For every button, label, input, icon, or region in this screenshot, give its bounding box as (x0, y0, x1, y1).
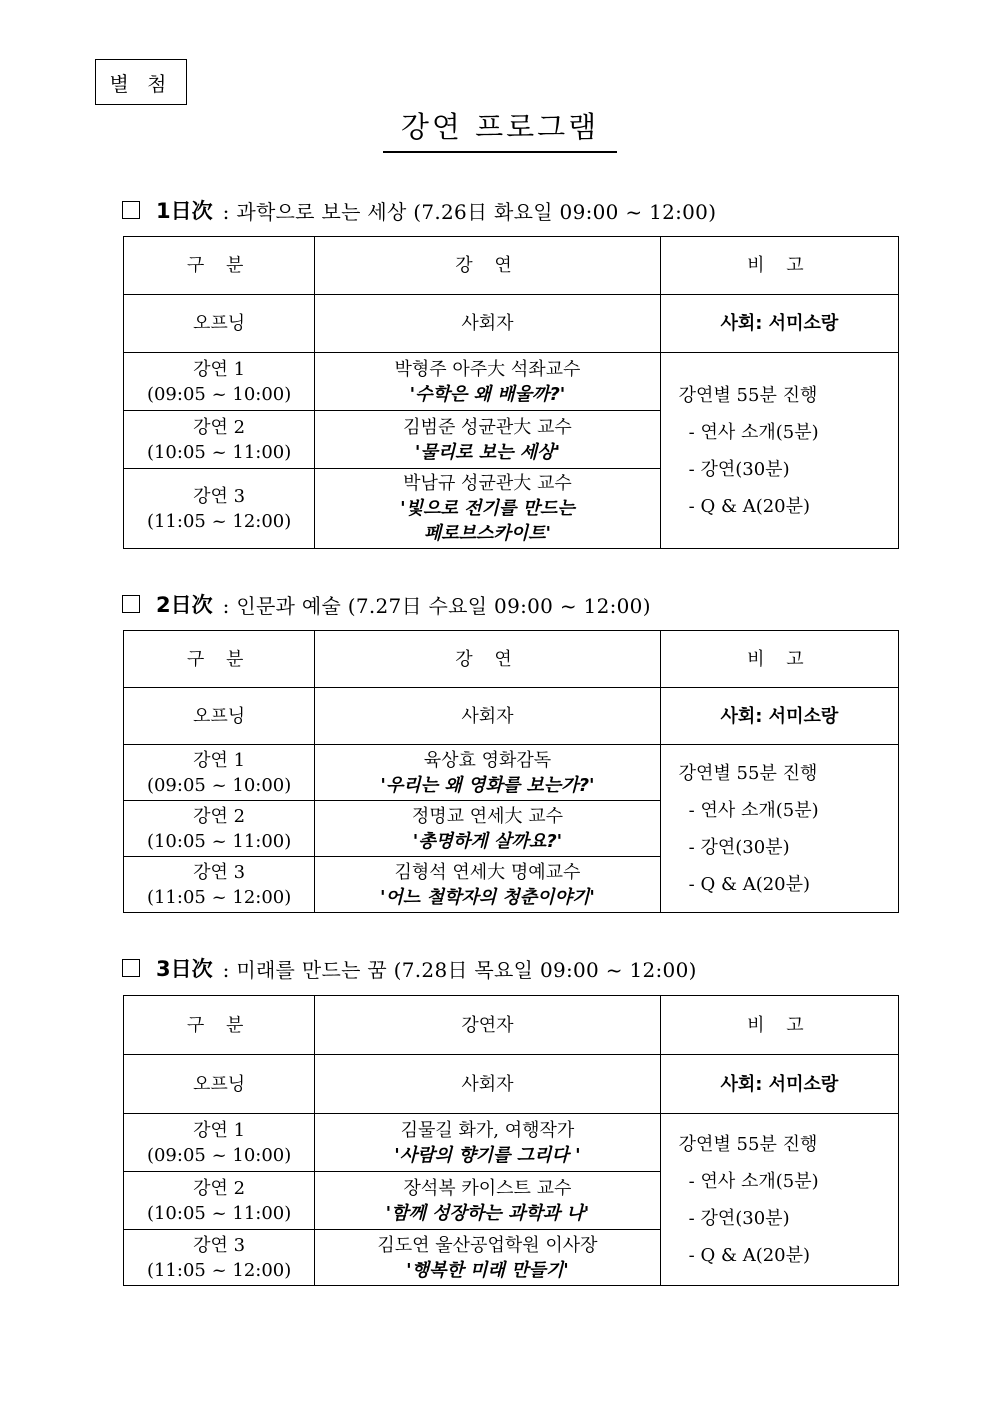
table-row: 강연 1 (09:05 ~ 10:00) 김물길 화가, 여행작가 '사람의 향기를 그리다 ' 강연별 55분 진행 - 연사 소개(5분) - 강연(30분) - Q & A(20분) (124, 1114, 899, 1172)
table-row: 강연 1 (09:05 ~ 10:00) 육상효 영화감독 '우리는 왜 영화를 보는가?' 강연별 55분 진행 - 연사 소개(5분) - 강연(30분) - Q & A(20분) (124, 745, 899, 801)
day-2-table (123, 630, 899, 913)
day-3-heading: 3日次 : 미래를 만드는 꿈 (7.28日 목요일 09:00 ~ 12:00) (122, 953, 697, 983)
opening-row: 오프닝 사회자 사회: 서미소랑 (124, 295, 899, 353)
table-row: 강연 3 (11:05 ~ 12:00) 박남규 성균관大 교수 '빛으로 전기를 만드는 페로브스카이트' (124, 469, 899, 549)
table-header-row: 구 분 강 연 비 고 (124, 237, 899, 295)
checkbox-square-icon (122, 201, 140, 219)
day-1-table (123, 236, 899, 549)
table-row: 강연 2 (10:05 ~ 11:00) 장석복 카이스트 교수 '함께 성장하는 과학과 나' (124, 1172, 899, 1230)
table-row: 강연 2 (10:05 ~ 11:00) 김범준 성균관大 교수 '물리로 보는 세상' (124, 411, 899, 469)
page-title: 강연 프로그램 (0, 105, 1000, 153)
attachment-label: 별 첨 (95, 59, 187, 105)
table-row: 강연 2 (10:05 ~ 11:00) 정명교 연세大 교수 '총명하게 살까요?' (124, 801, 899, 857)
checkbox-square-icon (122, 959, 140, 977)
day-1-heading: 1日次 : 과학으로 보는 세상 (7.26日 화요일 09:00 ~ 12:00) (122, 195, 716, 225)
table-header-row: 구 분 강 연 비 고 (124, 631, 899, 688)
notes-cell: 강연별 55분 진행 - 연사 소개(5분) - 강연(30분) - Q & A(20분) (660, 1114, 898, 1286)
notes-cell: 강연별 55분 진행 - 연사 소개(5분) - 강연(30분) - Q & A(20분) (660, 353, 898, 549)
table-row: 강연 1 (09:05 ~ 10:00) 박형주 아주大 석좌교수 '수학은 왜 배울까?' 강연별 55분 진행 - 연사 소개(5분) - 강연(30분) - Q & A(20분) (124, 353, 899, 411)
table-row: 강연 3 (11:05 ~ 12:00) 김도연 울산공업학원 이사장 '행복한 미래 만들기' (124, 1230, 899, 1286)
day-2-heading: 2日次 : 인문과 예술 (7.27日 수요일 09:00 ~ 12:00) (122, 589, 651, 619)
checkbox-square-icon (122, 595, 140, 613)
opening-row: 오프닝 사회자 사회: 서미소랑 (124, 1055, 899, 1114)
table-row: 강연 3 (11:05 ~ 12:00) 김형석 연세大 명예교수 '어느 철학자의 청춘이야기' (124, 857, 899, 913)
day-3-table (123, 995, 899, 1286)
table-header-row: 구 분 강연자 비 고 (124, 996, 899, 1055)
notes-cell: 강연별 55분 진행 - 연사 소개(5분) - 강연(30분) - Q & A(20분) (660, 745, 898, 913)
opening-row: 오프닝 사회자 사회: 서미소랑 (124, 688, 899, 745)
